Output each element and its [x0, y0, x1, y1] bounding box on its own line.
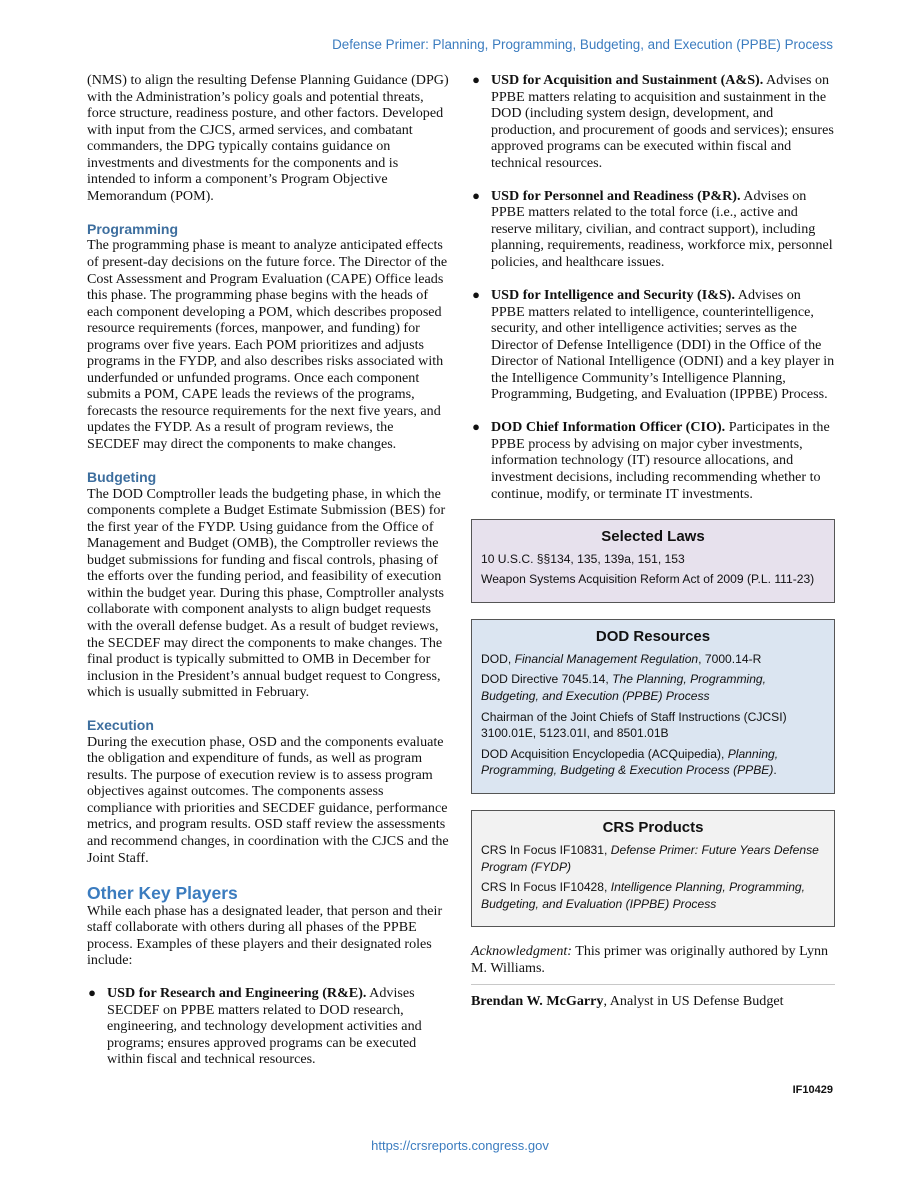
dod-resources-title: DOD Resources	[595, 627, 711, 645]
left-column	[87, 72, 449, 1085]
bullet-term: USD for Personnel and Readiness (P&R).	[491, 187, 741, 204]
bullet-icon: ●	[472, 72, 480, 87]
product-prefix: CRS In Focus IF10831,	[481, 842, 611, 857]
bullet-text: Advises on PPBE matters relating to acquisition and sustainment in the DOD (including system design, development, and production, and procurement of goods and services); ensures approved programs can be executed within fiscal and technical resources.	[491, 72, 834, 171]
bullet-icon: ●	[472, 419, 480, 435]
bullet-icon: ●	[472, 187, 480, 203]
resource-prefix: DOD,	[481, 651, 515, 666]
resource-prefix: Chairman of the Joint Chiefs of Staff Instructions (CJCSI) 3100.01E, 5123.01I, and 8501.01B	[481, 709, 787, 741]
product-item	[481, 842, 825, 875]
resource-suffix: .	[773, 763, 777, 778]
resource-item	[481, 746, 825, 779]
budgeting-heading: Budgeting	[87, 469, 157, 486]
bullet-icon: ●	[88, 985, 96, 1001]
law-item: 10 U.S.C. §§134, 135, 139a, 151, 153	[481, 551, 685, 566]
bullet-term: USD for Acquisition and Sustainment (A&S).	[491, 72, 764, 88]
product-prefix: CRS In Focus IF10428,	[481, 880, 611, 895]
product-item	[481, 879, 825, 912]
budgeting-paragraph: The DOD Comptroller leads the budgeting phase, in which the components complete a Budget Estimate Submission (BES) for the first year of the FYDP. Using guidance from the Office of Management and Budget (OMB), the Comptroller reviews the budget submissions for funding and fiscal controls, phasing of the efforts over the funding period, and feasibility of execution within the budget year. During this phase, Comptroller analysts collaborate with component analysts to align budget requests with the overall defense budget. As a result of budget reviews, the SECDEF may direct the components to make changes. The final product is typically submitted to OMB in December for inclusion in the President’s annual budget request to Congress, which is usually submitted in February.	[87, 485, 446, 701]
acknowledgment	[471, 943, 835, 976]
resource-title: Financial Management Regulation	[514, 651, 699, 666]
resource-prefix: DOD Directive 7045.14,	[481, 672, 613, 687]
resource-prefix: DOD Acquisition Encyclopedia (ACQuipedia),	[481, 746, 728, 761]
selected-laws-title: Selected Laws	[601, 527, 705, 545]
product-title: Intelligence Planning, Programming, Budgeting, and Evaluation (IPPBE) Process	[481, 880, 806, 911]
bullet-term: USD for Research and Engineering (R&E).	[107, 985, 367, 1002]
list-item	[87, 985, 449, 1068]
right-column	[471, 72, 835, 1010]
resource-item	[481, 671, 825, 704]
product-title: Defense Primer: Future Years Defense Program (FYDP)	[481, 842, 819, 874]
crs-products-box	[471, 810, 835, 927]
other-key-players-paragraph: While each phase has a designated leader, that person and their staff collaborate with others during all phases of the PPBE process. Examples of these players and their designated roles include:	[87, 902, 443, 969]
bullet-term: DOD Chief Information Officer (CIO).	[491, 419, 726, 436]
programming-heading: Programming	[87, 220, 179, 237]
resource-title: The Planning, Programming, Budgeting, and Execution (PPBE) Process	[481, 672, 767, 703]
resource-item	[481, 651, 825, 668]
list-item	[471, 188, 835, 271]
crs-products-title: CRS Products	[602, 818, 704, 836]
resource-item	[481, 709, 825, 742]
acknowledgment-text: This primer was originally authored by Lynn M. Williams.	[471, 943, 829, 976]
right-bullet-list	[471, 72, 835, 502]
author-name: Brendan W. McGarry	[471, 993, 604, 1010]
author-title: , Analyst in US Defense Budget	[603, 993, 784, 1010]
bullet-text: Participates in the PPBE process by advising on major cyber investments, information technology (IT) resource allocations, and investment decisions, including recommending whether to continue, modify, or terminate IT investments.	[491, 419, 830, 502]
list-item	[471, 287, 835, 403]
execution-paragraph: During the execution phase, OSD and the components evaluate the obligation and expenditure of funds, as well as program results. The purpose of execution review is to assess program objectives against outcomes. The components assess compliance with priorities and SECDEF guidance, performance metrics, and program results. OSD staff review the assessments and recommend changes, in coordination with the CJCS and the Joint Staff.	[87, 733, 449, 866]
bullet-text: Advises on PPBE matters related to intelligence, counterintelligence, security, and other intelligence activities; serves as the Director of Defense Intelligence (DDI) in the Office of the Director of National Intelligence (ODNI) and a key player in the Intelligence Community’s Intelligence Planning, Programming, Budgeting, and Evaluation (IPPBE) Process.	[491, 287, 835, 403]
other-key-players-heading: Other Key Players	[87, 882, 238, 903]
document-number: IF10429	[792, 1084, 833, 1096]
execution-heading: Execution	[87, 717, 154, 734]
author-line	[471, 993, 835, 1010]
bullet-term: USD for Intelligence and Security (I&S).	[491, 287, 736, 304]
resource-title: Planning, Programming, Budgeting & Execution Process (PPBE)	[481, 746, 779, 778]
acknowledgment-label: Acknowledgment:	[471, 943, 572, 960]
bullet-icon: ●	[472, 287, 480, 303]
left-bullet-list	[87, 985, 449, 1068]
selected-laws-box	[471, 519, 835, 603]
programming-paragraph: The programming phase is meant to analyze anticipated effects of present-day decisions on the future force. The Director of the Cost Assessment and Program Evaluation (CAPE) Office leads this phase. The programming phase begins with the heads of each component developing a POM, which describes proposed resource requirements (forces, manpower, and funding) for programs over five years. Each POM prioritizes and adjusts programs in the FYDP, and also describes risks associated with underfunded or unfunded programs. Once each component submits a POM, CAPE leads the reviews of the programs, forecasts the resource requirements for the next five years, and updates the FYDP. As a result of program reviews, the SECDEF may direct the components to make changes.	[87, 237, 448, 452]
law-item: Weapon Systems Acquisition Reform Act of 2009 (P.L. 111-23)	[481, 572, 815, 587]
bullet-text: Advises SECDEF on PPBE matters related to DOD research, engineering, and technology development activities and programs; ensures approved programs can be executed within fiscal and technical resources.	[107, 985, 422, 1068]
running-header: Defense Primer: Planning, Programming, Budgeting, and Execution (PPBE) Process	[332, 37, 833, 52]
resource-suffix: , 7000.14-R	[698, 651, 762, 666]
dod-resources-box	[471, 619, 835, 794]
divider	[471, 984, 835, 985]
list-item	[471, 419, 835, 502]
footer-url-link[interactable]: https://crsreports.congress.gov	[371, 1138, 549, 1153]
list-item	[471, 72, 835, 171]
intro-paragraph: (NMS) to align the resulting Defense Planning Guidance (DPG) with the Administration’s policy goals and potential threats, force structure, readiness posture, and other factors. Developed with input from the CJCS, armed services, and combatant commanders, the DPG typically contains guidance on investments and divestments for the components and is intended to inform a component’s Program Objective Memorandum (POM).	[87, 72, 449, 204]
bullet-text: Advises on PPBE matters related to the total force (i.e., active and reserve military, civilian, and contract support), including planning, requirements, readiness, workforce mix, personnel policies, and healthcare issues.	[491, 187, 833, 270]
